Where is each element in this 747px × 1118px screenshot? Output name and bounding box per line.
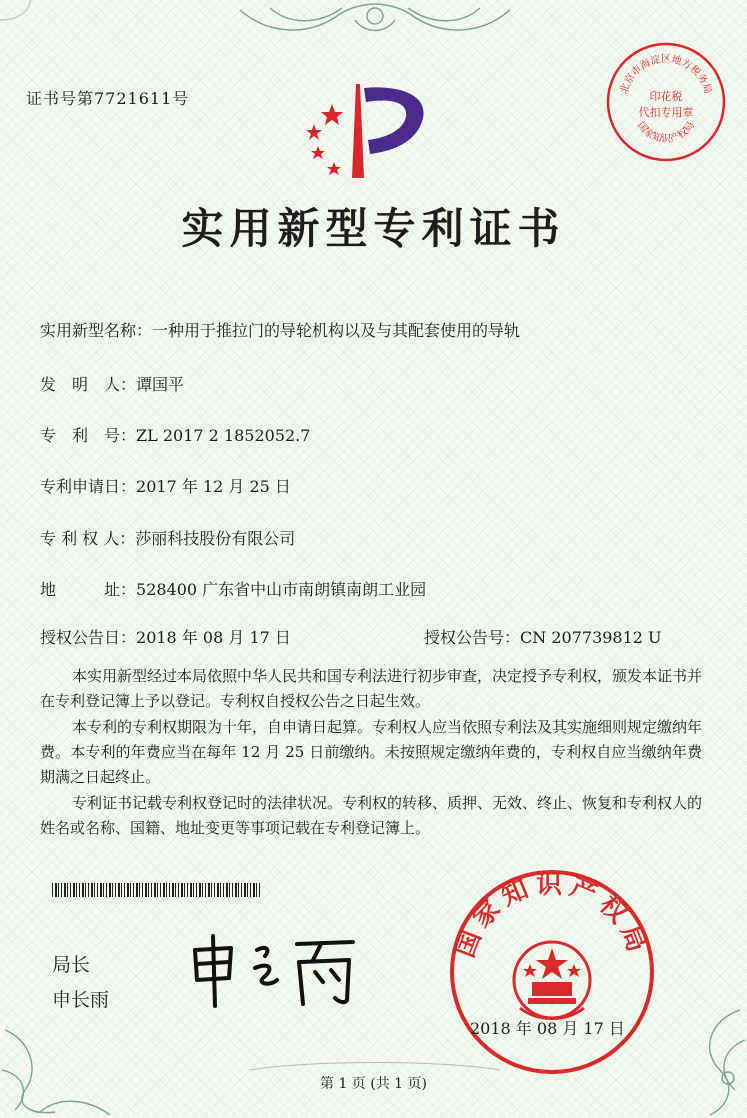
patentee-label: 专 利 权 人：: [40, 529, 136, 548]
grant-date-row: [40, 625, 291, 648]
tax-seal-line1: 印花税: [649, 90, 683, 103]
grant-date-value: 2018 年 08 月 17 日: [136, 628, 291, 647]
paragraph-1: 本实用新型经过本局依照中华人民共和国专利法进行初步审查，决定授予专利权，颁发本证书并在专利登记簿上予以登记。专利权自授权公告之日起生效。: [40, 667, 703, 710]
patentee-value: 莎丽科技股份有限公司: [135, 529, 296, 548]
inventor-label: 发 明 人：: [40, 375, 137, 394]
director-signature: [185, 928, 365, 1008]
paragraph-2: 本专利的专利权期限为十年，自申请日起算。专利权人应当依照专利法及其实施细则规定缴纳年费。本专利的年费应当在每年 12 月 25 日前缴纳。未按照规定缴纳年费的，专利权自应当缴纳年费期满之日起终止。: [40, 718, 703, 786]
inventor-value: 谭国平: [136, 375, 185, 394]
tax-seal-bottom-text: 国家知识产权局: [634, 120, 698, 145]
certificate-title: 实用新型专利证书: [181, 204, 566, 253]
tax-seal-line2: 代扣专用章: [638, 106, 694, 119]
address-label: 地 址：: [40, 580, 137, 599]
patent-number-row: [40, 423, 310, 446]
patent-number-label: 专 利 号：: [40, 426, 137, 445]
left-ornament: [0, 0, 60, 60]
director-name: 申长雨: [52, 989, 110, 1011]
tax-seal-ring-text: 北京市海淀区地方税务局: [618, 54, 714, 96]
director-title: 局长: [52, 954, 91, 976]
national-emblem-icon: [514, 942, 590, 1019]
svg-text:国家知识产权局: [450, 870, 654, 962]
page-number: 第 1 页 (共 1 页): [320, 1076, 427, 1092]
grant-number-label: 授权公告号：: [424, 628, 521, 647]
bottom-left-ornament: [0, 1000, 120, 1118]
patentee-row: [40, 526, 295, 549]
inventor-row: [40, 372, 184, 395]
utility-model-name-row: [40, 318, 520, 341]
seal-ring-text: 国家知识产权局: [450, 870, 654, 962]
paragraph-3: 专利证书记载专利权登记时的法律状况。专利权的转移、质押、无效、终止、恢复和专利权人的姓名或名称、国籍、地址变更等事项记载在专利登记簿上。: [40, 794, 703, 837]
grant-date-label: 授权公告日：: [40, 628, 137, 647]
svg-text:北京市海淀区地方税务局: [618, 52, 714, 95]
grant-number-row: [424, 625, 662, 648]
tax-stamp-seal: [604, 40, 728, 164]
address-row: [40, 577, 426, 600]
patent-number-value: ZL 2017 2 1852052.7: [136, 426, 311, 445]
filing-date-row: [40, 474, 291, 497]
sipo-logo-icon: [298, 78, 438, 186]
utility-model-name-label: 实用新型名称：: [40, 321, 153, 340]
sipo-official-seal: [448, 868, 656, 1076]
certificate-number: 证书号第7721611号: [26, 89, 190, 108]
grant-number-value: CN 207739812 U: [520, 628, 662, 647]
address-value: 528400 广东省中山市南朗镇南朗工业园: [136, 580, 427, 599]
top-ornament: [230, 0, 520, 40]
filing-date-label: 专利申请日：: [40, 477, 137, 496]
bottom-right-ornament: [640, 1000, 747, 1118]
barcode: [52, 883, 262, 897]
svg-text:国家知识产权局: [635, 120, 697, 145]
issue-date: 2018 年 08 月 17 日: [470, 1019, 625, 1038]
filing-date-value: 2017 年 12 月 25 日: [136, 477, 291, 496]
utility-model-name-value: 一种用于推拉门的导轮机构以及与其配套使用的导轨: [152, 321, 521, 340]
